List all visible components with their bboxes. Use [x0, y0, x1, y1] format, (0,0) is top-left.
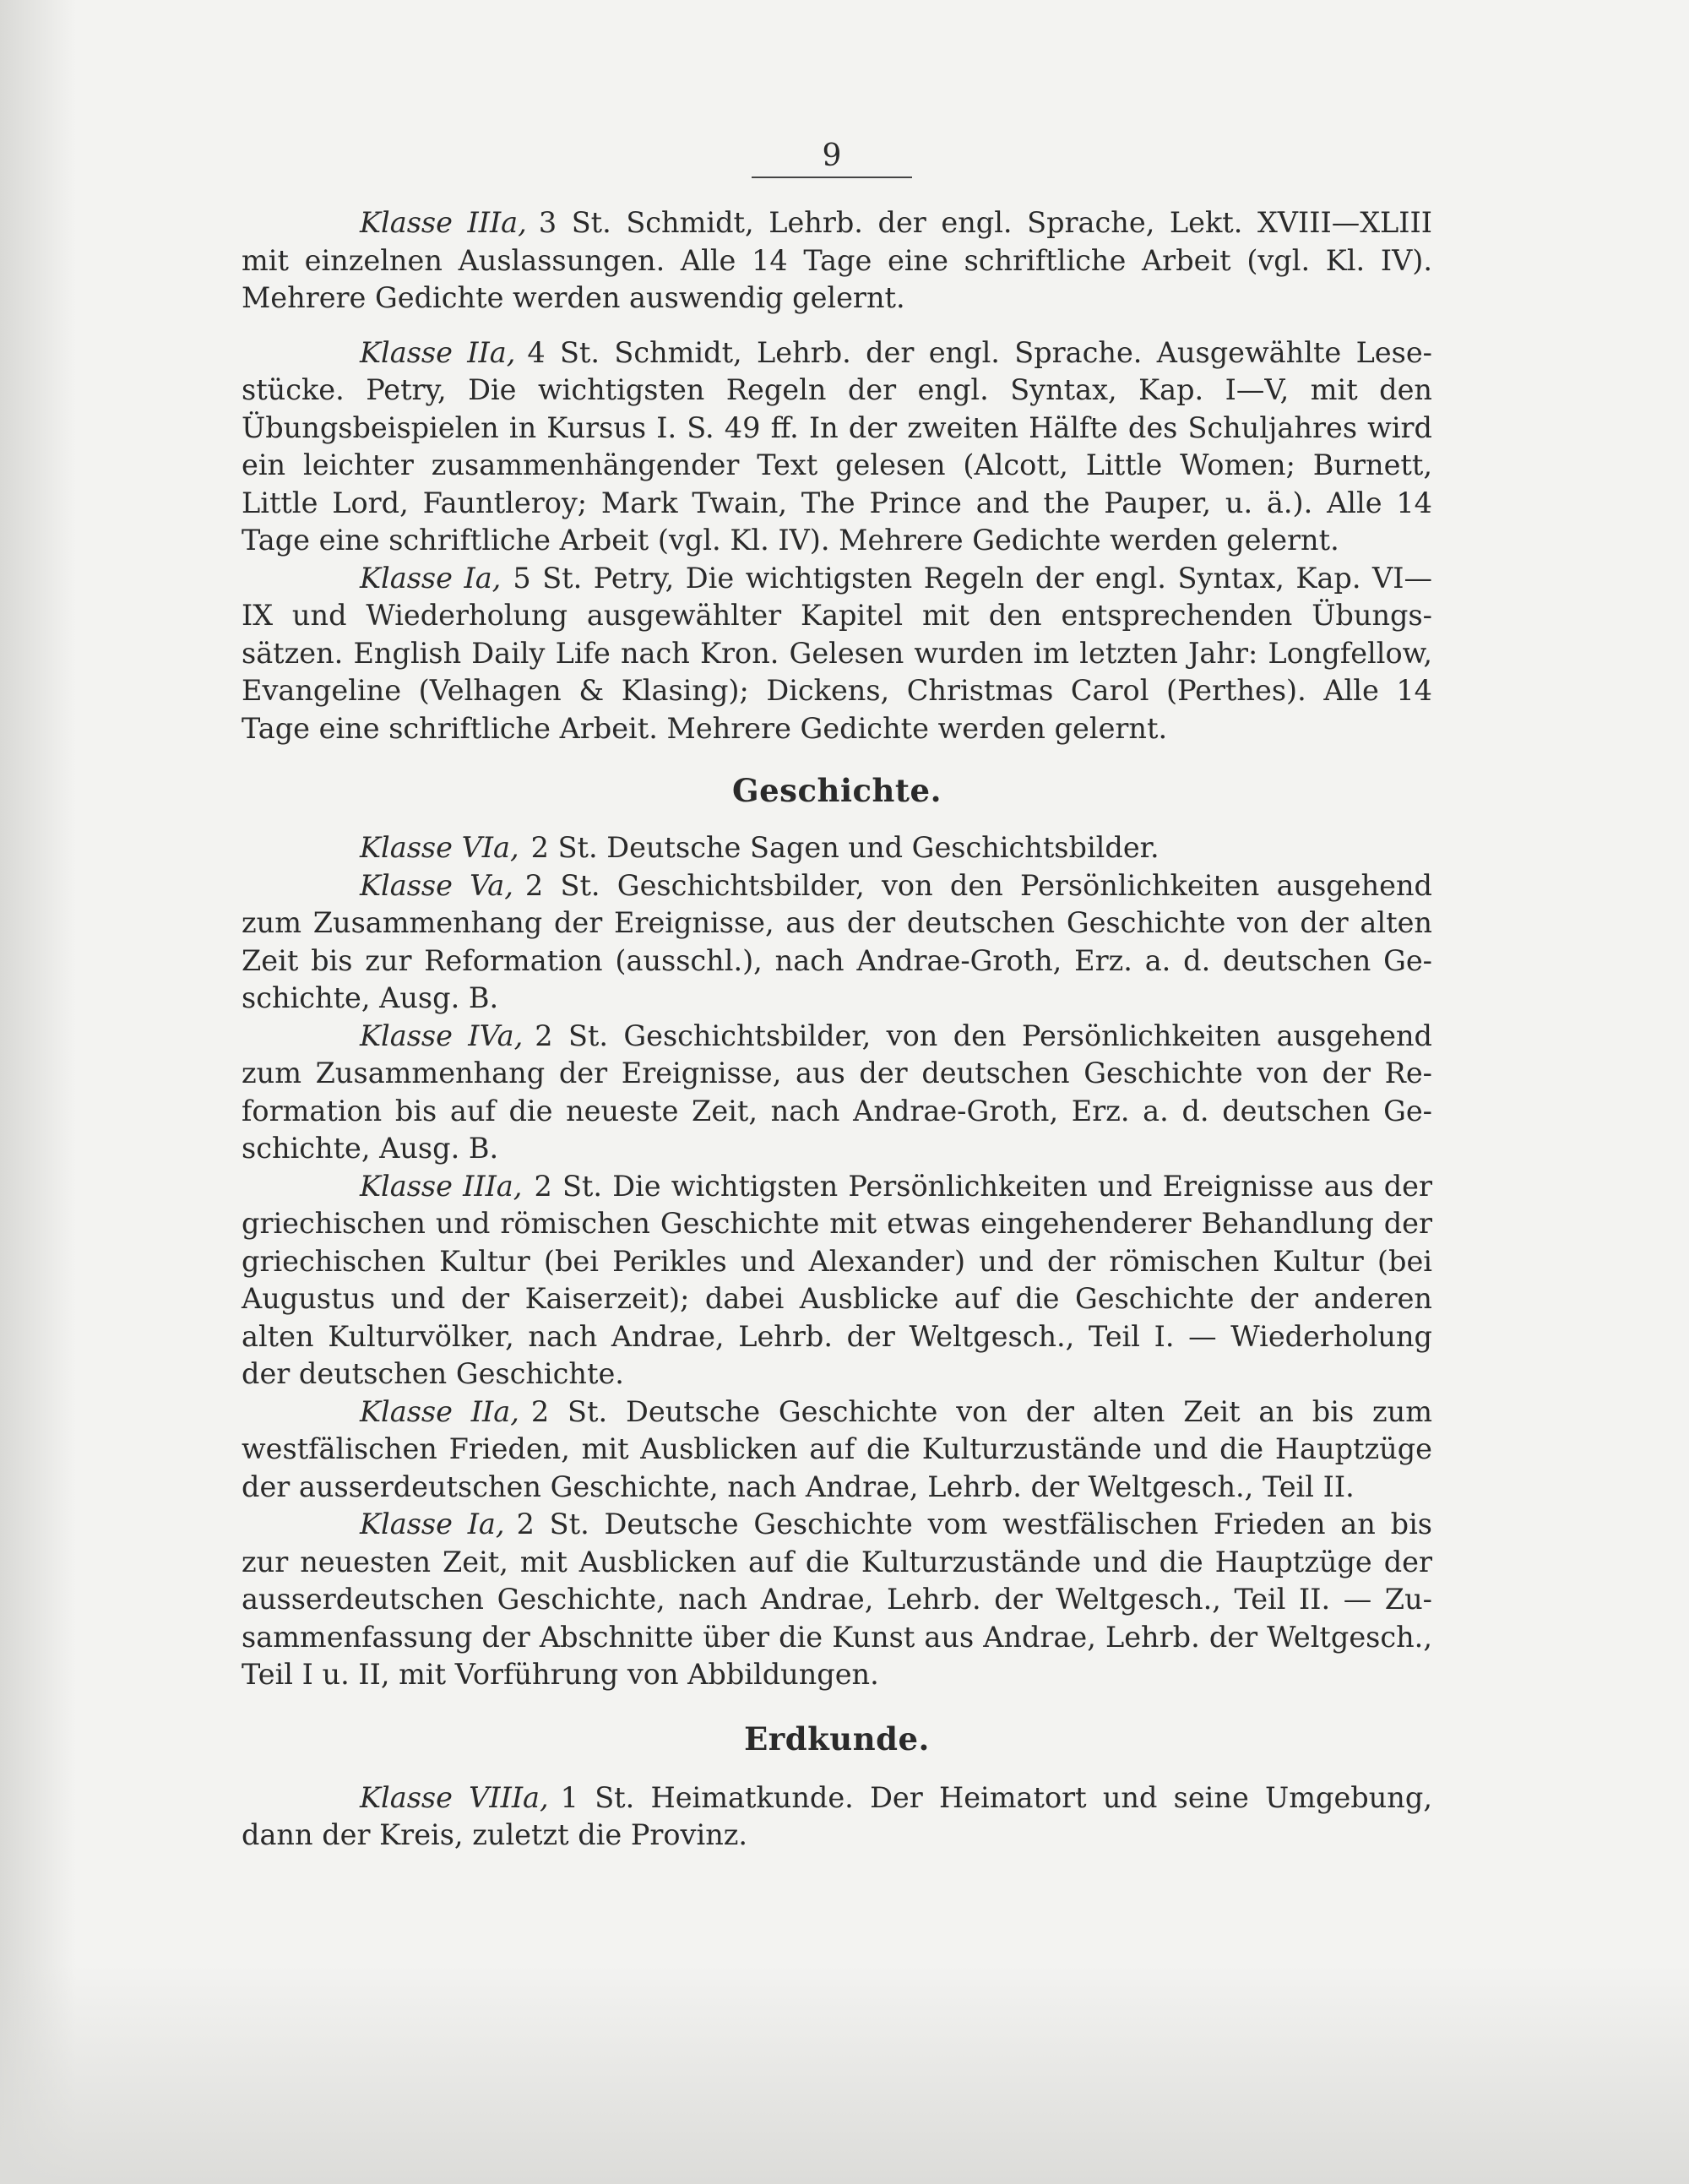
klasse-label: Klasse IIIa, [360, 206, 527, 239]
klasse-label: Klasse VIIIa, [360, 1780, 549, 1814]
english-klasse-iiia [242, 204, 1432, 318]
paragraph-text: 2 St. Geschichtsbilder, von den Persönlichkeiten ausgehend zum Zusammenhang der Ereignisse, aus der deutschen Geschichte von der Reformation bis auf die neueste Zeit, nach Andrae-Groth, Erz. a. d. deutschen Geschichte, Ausg. B. [242, 1019, 1432, 1165]
page-body [242, 204, 1432, 1855]
paragraph-text: 2 St. Deutsche Geschichte von der alten Zeit an bis zum westfälischen Frieden, mit Ausblicken auf die Kulturzustände und die Hauptzüge der ausserdeutschen Geschichte, nach Andrae, Lehrb. der Weltgesch., Teil II. [242, 1394, 1432, 1503]
section-heading-erdkunde: Erdkunde. [744, 1719, 930, 1758]
klasse-label: Klasse Ia, [360, 1508, 505, 1540]
klasse-label: Klasse Va, [360, 868, 513, 902]
paragraph-text: 5 St. Petry, Die wichtigsten Regeln der engl. Syntax, Kap. VI—IX und Wiederholung ausgewählter Kapitel mit den entsprechenden Übungssätzen. English Daily Life nach Kron. Gelesen wurden im letzten Jahr: Longfellow, Evangeline (Velhagen & Klasing); Dickens, Christmas Carol (Perthes). Alle 14 Tage eine schriftliche Arbeit. Mehrere Gedichte werden gelernt. [242, 561, 1432, 745]
geschichte-klasse-iia [242, 1394, 1432, 1507]
klasse-label: Klasse IIa, [360, 1394, 519, 1428]
geschichte-klasse-iva [242, 1018, 1432, 1168]
paragraph-text: 2 St. Geschichtsbilder, von den Persönlichkeiten ausgehend zum Zusammenhang der Ereignisse, aus der deutschen Geschichte von der alten Zeit bis zur Reformation (ausschl.), nach Andrae-Groth, Erz. a. d. deutschen Geschichte, Ausg. B. [242, 868, 1432, 1014]
page-shadow-left [0, 0, 76, 2184]
paragraph-text: 4 St. Schmidt, Lehrb. der engl. Sprache. Ausgewählte Lesestücke. Petry, Die wichtigsten Regeln der engl. Syntax, Kap. I—V, mit den Übungsbeispielen in Kursus I. S. 49 ff. In der zweiten Hälfte des Schuljahres wird ein leichter zusammenhängender Text gelesen (Alcott, Little Women; Burnett, Little Lord, Fauntleroy; Mark Twain, The Prince and the Pauper, u. ä.). Alle 14 Tage eine schriftliche Arbeit (vgl. Kl. IV). Mehrere Gedichte werden gelernt. [242, 335, 1432, 557]
paragraph-text: 1 St. Heimatkunde. Der Heimatort und seine Umgebung, dann der Kreis, zuletzt die Provinz. [242, 1780, 1432, 1851]
klasse-label: Klasse IVa, [360, 1019, 524, 1052]
klasse-label: Klasse VIa, [360, 831, 519, 864]
page-shadow-bottom [0, 1964, 1689, 2184]
paragraph-text: 2 St. Deutsche Geschichte vom westfälischen Frieden an bis zur neuesten Zeit, mit Ausblicken auf die Kulturzustände und die Hauptzüge der ausserdeutschen Geschichte, nach Andrae, Lehrb. der Weltgesch., Teil II. — Zusammenfassung der Abschnitte über die Kunst aus Andrae, Lehrb. der Weltgesch., Teil I u. II, mit Vorführung von Abbildungen. [242, 1508, 1432, 1691]
english-klasse-ia [242, 560, 1432, 748]
page-number: 9 [752, 138, 912, 178]
section-heading-geschichte: Geschichte. [732, 772, 942, 809]
geschichte-klasse-ia [242, 1506, 1432, 1694]
klasse-label: Klasse IIIa, [360, 1169, 523, 1203]
klasse-label: Klasse IIa, [360, 335, 516, 369]
english-klasse-iia [242, 334, 1432, 560]
geschichte-klasse-va [242, 867, 1432, 1018]
paragraph-text: 3 St. Schmidt, Lehrb. der engl. Sprache, Lekt. XVIII—XLIII mit einzelnen Auslassungen. Alle 14 Tage eine schriftliche Arbeit (vgl. Kl. IV). Mehrere Gedichte werden auswendig gelernt. [242, 206, 1432, 314]
paragraph-text: 2 St. Deutsche Sagen und Geschichtsbilder. [530, 831, 1159, 864]
paragraph-text: 2 St. Die wichtigsten Persönlichkeiten und Ereignisse aus der griechischen und römischen Geschichte mit etwas eingehenderer Behandlung der griechischen Kultur (bei Perikles und Alexander) und der römischen Kultur (bei Augustus und der Kaiserzeit); dabei Ausblicke auf die Geschichte der anderen alten Kulturvölker, nach Andrae, Lehrb. der Weltgesch., Teil I. — Wiederholung der deutschen Geschichte. [242, 1169, 1432, 1390]
geschichte-klasse-iiia [242, 1168, 1432, 1394]
klasse-label: Klasse Ia, [360, 561, 502, 595]
geschichte-klasse-via [242, 829, 1432, 867]
erdkunde-klasse-viiia [242, 1779, 1432, 1855]
